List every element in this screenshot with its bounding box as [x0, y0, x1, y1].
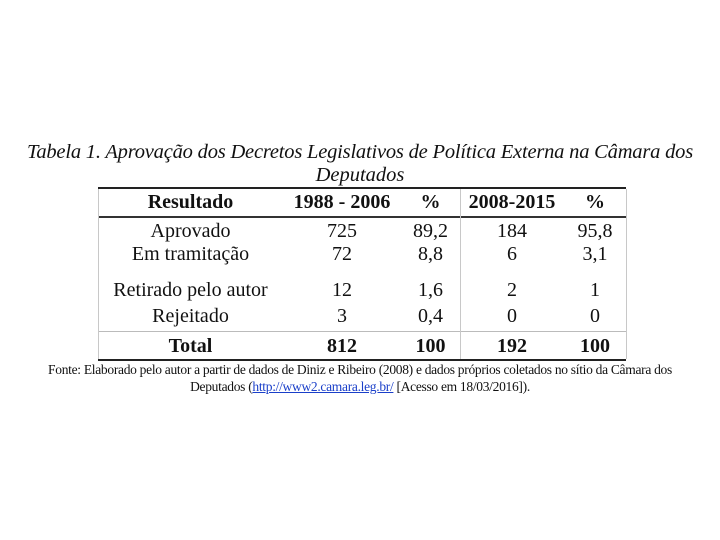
cell: 6 — [507, 243, 517, 265]
header-resultado: Resultado — [147, 191, 234, 213]
cell: 184 — [497, 220, 527, 242]
row-label: Rejeitado — [152, 305, 229, 327]
total-label: Total — [168, 335, 213, 357]
table-right-border — [626, 189, 627, 359]
header-percent-2: % — [585, 191, 605, 213]
table-left-border — [98, 189, 99, 359]
table-caption: Tabela 1. Aprovação dos Decretos Legislativos de Política Externa na Câmara dos — [27, 141, 693, 163]
cell: 0 — [590, 305, 600, 327]
cell: 0 — [507, 305, 517, 327]
row-label: Retirado pelo autor — [113, 279, 268, 301]
cell: 12 — [332, 279, 352, 301]
total-cell: 192 — [497, 335, 527, 357]
table-caption-continued: Deputados — [315, 164, 405, 186]
source-suffix: [Acesso em 18/03/2016]). — [393, 379, 530, 394]
table-top-rule — [98, 187, 626, 189]
cell: 1 — [590, 279, 600, 301]
column-divider — [460, 189, 461, 359]
row-label: Aprovado — [150, 220, 231, 242]
cell: 8,8 — [418, 243, 443, 265]
total-cell: 100 — [415, 335, 446, 357]
header-2008-2015: 2008-2015 — [468, 191, 556, 213]
source-note-continued — [0, 378, 720, 395]
cell: 89,2 — [413, 220, 448, 242]
header-1988-2006: 1988 - 2006 — [293, 191, 391, 213]
cell: 3 — [337, 305, 347, 327]
cell: 0,4 — [418, 305, 443, 327]
cell: 72 — [332, 243, 352, 265]
source-note: Fonte: Elaborado pelo autor a partir de dados de Diniz e Ribeiro (2008) e dados próprios coletados no sítio da Câmara dos — [48, 362, 672, 377]
cell: 3,1 — [582, 243, 608, 265]
source-prefix: Deputados ( — [190, 379, 253, 394]
source-link[interactable]: http://www2.camara.leg.br/ — [252, 379, 394, 394]
row-label: Em tramitação — [131, 243, 250, 265]
total-cell: 100 — [580, 335, 610, 357]
total-cell: 812 — [327, 335, 357, 357]
cell: 2 — [507, 279, 517, 301]
header-percent-1: % — [420, 191, 441, 213]
header-rule — [98, 216, 626, 218]
total-rule — [98, 331, 626, 332]
cell: 95,8 — [577, 220, 613, 242]
cell: 725 — [327, 220, 357, 242]
cell: 1,6 — [418, 279, 443, 301]
